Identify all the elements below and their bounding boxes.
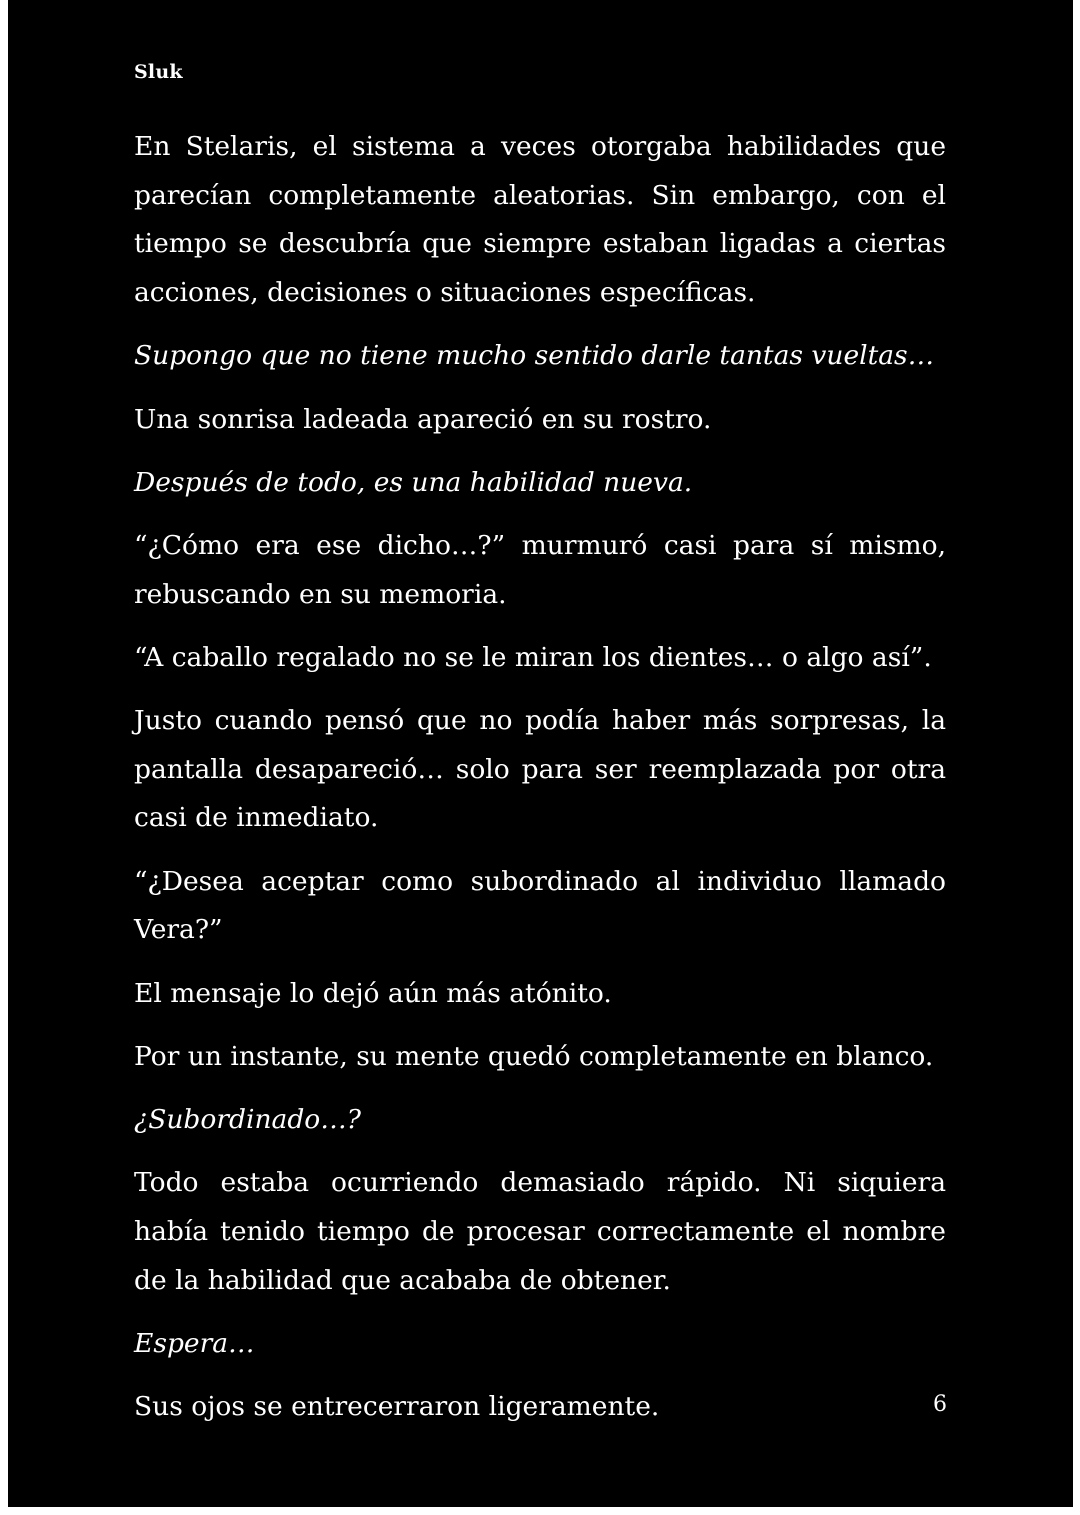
paragraph-12: Todo estaba ocurriendo demasiado rápido. Ni siquiera había tenido tiempo de procesar correctamente el nombre de la habilidad que acababa de obtener. [134,1167,946,1296]
paragraph-7: Justo cuando pensó que no podía haber más sorpresas, la pantalla desapareció… solo para ser reemplazada por otra casi de inmediato. [134,705,946,834]
document-page [8,0,1073,1507]
paragraph-5: “¿Cómo era ese dicho…?” murmuró casi para sí mismo, rebuscando en su memoria. [134,529,946,610]
paragraph-13-thought: Espera… [134,1327,255,1359]
page-number: 6 [933,1392,947,1417]
running-header: Sluk [134,61,183,83]
paragraph-9: El mensaje lo dejó aún más atónito. [134,977,612,1009]
paragraph-1: En Stelaris, el sistema a veces otorgaba habilidades que parecían completamente aleatorias. Sin embargo, con el tiempo se descubría que siempre estaban ligadas a ciertas acciones, decisiones o situaciones específicas. [134,131,946,309]
paragraph-3: Una sonrisa ladeada apareció en su rostro. [134,403,712,435]
paragraph-8: “¿Desea aceptar como subordinado al individuo llamado Vera?” [134,865,946,946]
paragraph-6: “A caballo regalado no se le miran los dientes… o algo así”. [134,641,932,673]
paragraph-2-thought: Supongo que no tiene mucho sentido darle tantas vueltas… [134,340,935,372]
paragraph-4-thought: Después de todo, es una habilidad nueva. [134,466,693,498]
body-text [134,123,946,1446]
paragraph-11-thought: ¿Subordinado…? [134,1103,361,1135]
paragraph-14: Sus ojos se entrecerraron ligeramente. [134,1390,660,1422]
paragraph-10: Por un instante, su mente quedó completamente en blanco. [134,1040,934,1072]
